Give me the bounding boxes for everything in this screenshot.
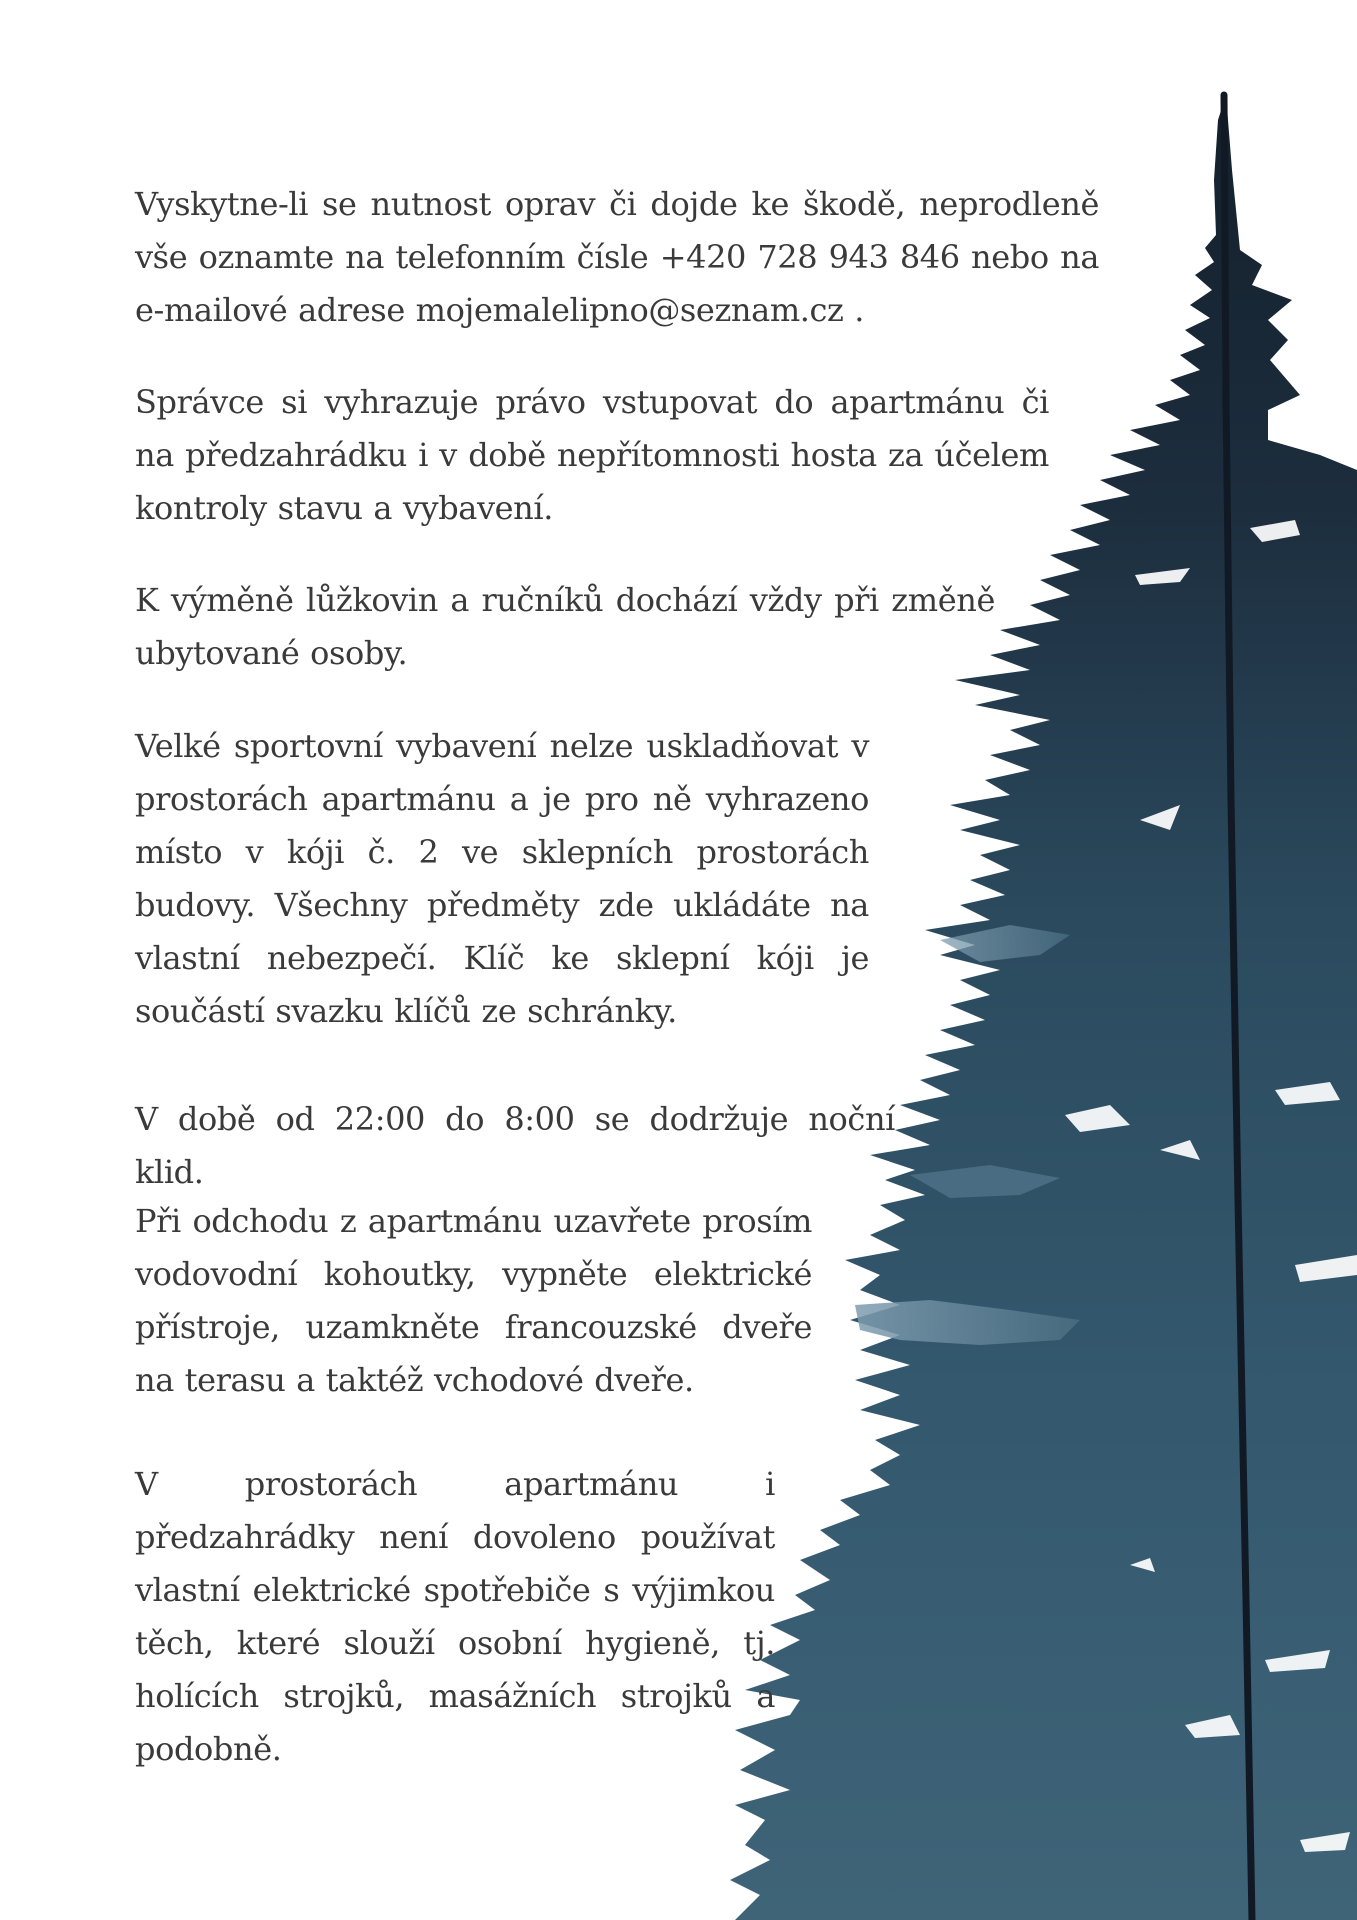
paragraph-manager-access: Správce si vyhrazuje právo vstupovat do apartmánu či na předzahrádku i v době nepřítomnosti hosta za účelem kontroly stavu a vybavení.: [135, 383, 1049, 527]
paragraph-sports-equipment: Velké sportovní vybavení nelze uskladňovat v prostorách apartmánu a je pro ně vyhrazeno místo v kóji č. 2 ve sklepních prostorách budovy. Všechny předměty zde ukládáte na vlastní nebezpečí. Klíč ke sklepní kóji je součástí svazku klíčů ze schránky.: [135, 727, 869, 1030]
paragraph-bedding-change: K výměně lůžkovin a ručníků dochází vždy při změně ubytované osoby.: [135, 581, 995, 672]
paragraph-leaving-apartment: Při odchodu z apartmánu uzavřete prosím vodovodní kohoutky, vypněte elektrické přístroje, uzamkněte francouzské dveře na terasu a taktéž vchodové dveře.: [135, 1202, 812, 1399]
paragraph-damage-notice: Vyskytne-li se nutnost oprav či dojde ke škodě, neprodleně vše oznamte na telefonním čísle +420 728 943 846 nebo na e-mailové adrese mojemalelipno@seznam.cz .: [135, 185, 1099, 329]
paragraph-electrical-appliances: V prostorách apartmánu i předzahrádky není dovoleno používat vlastní elektrické spotřebiče s výjimkou těch, které slouží osobní hygieně, tj. holících strojků, masážních strojků a podobně.: [135, 1465, 775, 1768]
paragraph-night-quiet: V době od 22:00 do 8:00 se dodržuje noční klid.: [135, 1100, 895, 1191]
